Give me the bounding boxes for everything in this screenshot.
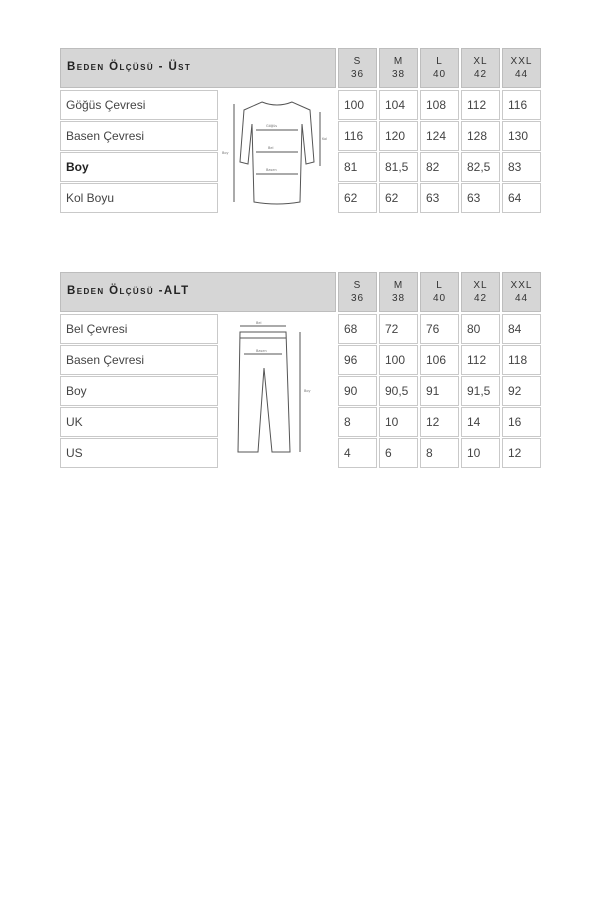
size-header-l: L 40 — [420, 48, 459, 88]
row-label: Göğüs Çevresi — [60, 90, 218, 120]
table-cell: 12 — [502, 438, 541, 468]
size-header-xl: XL 42 — [461, 48, 500, 88]
row-label: Kol Boyu — [60, 183, 218, 213]
row-label: US — [60, 438, 218, 468]
table-cell: 128 — [461, 121, 500, 151]
bottom-chart-title: Beden Ölçüsü -ALT — [67, 285, 190, 297]
svg-text:Bel: Bel — [256, 321, 262, 325]
table-cell: 62 — [379, 183, 418, 213]
table-cell: 112 — [461, 345, 500, 375]
row-label: UK — [60, 407, 218, 437]
table-cell: 118 — [502, 345, 541, 375]
table-cell: 68 — [338, 314, 377, 344]
row-label: Basen Çevresi — [60, 345, 218, 375]
table-cell: 76 — [420, 314, 459, 344]
table-cell: 92 — [502, 376, 541, 406]
table-cell: 124 — [420, 121, 459, 151]
svg-text:Bel: Bel — [268, 146, 274, 150]
row-label: Basen Çevresi — [60, 121, 218, 151]
table-cell: 82 — [420, 152, 459, 182]
table-cell: 84 — [502, 314, 541, 344]
size-header-xxl: XXL 44 — [502, 48, 541, 88]
table-cell: 100 — [338, 90, 377, 120]
trousers-illustration — [220, 318, 334, 468]
table-cell: 8 — [420, 438, 459, 468]
table-cell: 14 — [461, 407, 500, 437]
table-cell: 63 — [461, 183, 500, 213]
table-cell: 64 — [502, 183, 541, 213]
table-cell: 108 — [420, 90, 459, 120]
table-cell: 120 — [379, 121, 418, 151]
size-header-m: M 38 — [379, 272, 418, 312]
table-cell: 130 — [502, 121, 541, 151]
bottom-chart-header — [60, 272, 336, 312]
size-header-s: S 36 — [338, 48, 377, 88]
table-cell: 104 — [379, 90, 418, 120]
table-cell: 90 — [338, 376, 377, 406]
table-cell: 12 — [420, 407, 459, 437]
size-header-l: L 40 — [420, 272, 459, 312]
top-garment-illustration — [220, 92, 334, 212]
svg-text:Basen: Basen — [266, 168, 277, 172]
top-chart-title: Beden Ölçüsü - Üst — [67, 61, 192, 73]
table-cell: 80 — [461, 314, 500, 344]
size-header-xl: XL 42 — [461, 272, 500, 312]
row-label: Boy — [60, 376, 218, 406]
size-header-m: M 38 — [379, 48, 418, 88]
table-cell: 91 — [420, 376, 459, 406]
table-cell: 63 — [420, 183, 459, 213]
table-cell: 83 — [502, 152, 541, 182]
table-cell: 10 — [379, 407, 418, 437]
size-header-s: S 36 — [338, 272, 377, 312]
svg-text:Göğüs: Göğüs — [266, 124, 278, 128]
table-cell: 8 — [338, 407, 377, 437]
row-label: Boy — [60, 152, 218, 182]
size-header-xxl: XXL 44 — [502, 272, 541, 312]
top-chart-header — [60, 48, 336, 88]
table-cell: 81,5 — [379, 152, 418, 182]
table-cell: 112 — [461, 90, 500, 120]
svg-text:Boy: Boy — [304, 389, 311, 393]
table-cell: 106 — [420, 345, 459, 375]
svg-text:Kol: Kol — [322, 137, 328, 141]
table-cell: 90,5 — [379, 376, 418, 406]
svg-text:Boy: Boy — [222, 151, 229, 155]
table-cell: 10 — [461, 438, 500, 468]
table-cell: 16 — [502, 407, 541, 437]
svg-text:Basen: Basen — [256, 349, 267, 353]
table-cell: 4 — [338, 438, 377, 468]
table-cell: 62 — [338, 183, 377, 213]
row-label: Bel Çevresi — [60, 314, 218, 344]
table-cell: 81 — [338, 152, 377, 182]
table-cell: 91,5 — [461, 376, 500, 406]
table-cell: 100 — [379, 345, 418, 375]
table-cell: 72 — [379, 314, 418, 344]
table-cell: 116 — [502, 90, 541, 120]
table-cell: 96 — [338, 345, 377, 375]
table-cell: 82,5 — [461, 152, 500, 182]
table-cell: 116 — [338, 121, 377, 151]
table-cell: 6 — [379, 438, 418, 468]
